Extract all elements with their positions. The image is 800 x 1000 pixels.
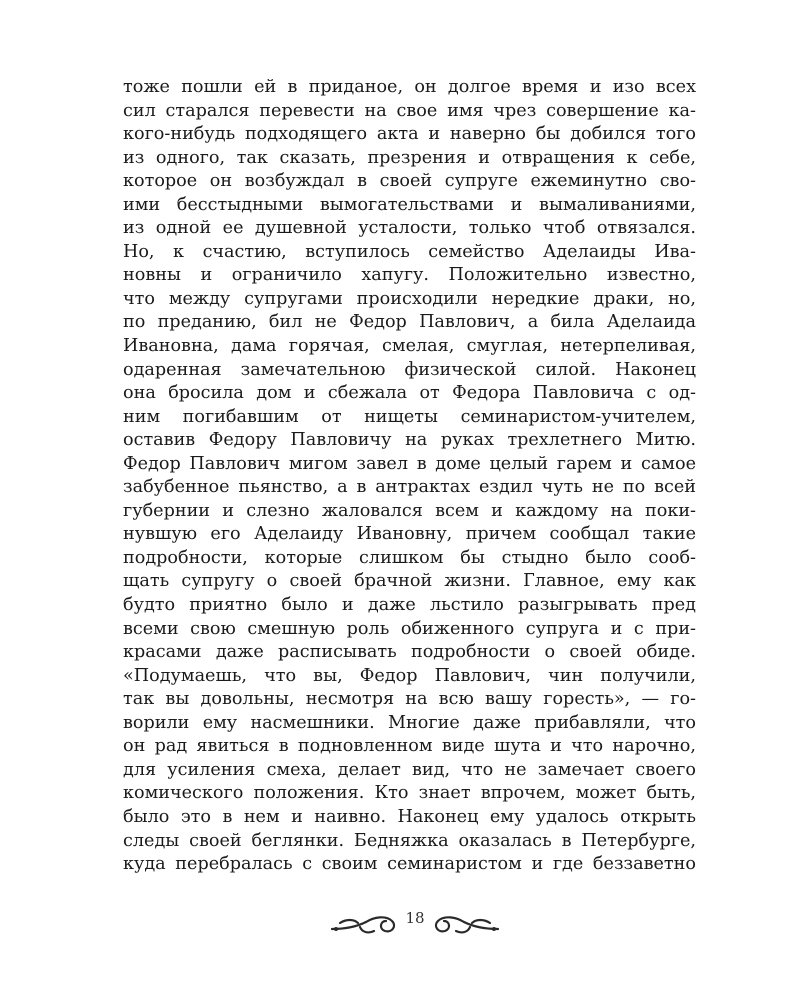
text-line: было это в нем и наивно. Наконец ему удалось открыть: [123, 806, 696, 827]
left-swirl-ornament-icon: [330, 905, 400, 939]
text-line: нувшую его Аделаиду Ивановну, причем сообщал такие: [123, 524, 696, 545]
text-line: следы своей беглянки. Бедняжка оказалась в Петербурге,: [123, 830, 696, 851]
text-line: одаренная замечательною физической силой. Наконец: [123, 359, 696, 380]
text-line: Ивановна, дама горячая, смелая, смуглая, нетерпеливая,: [123, 336, 696, 357]
text-line: Федор Павлович мигом завел в доме целый гарем и самое: [123, 453, 696, 474]
text-line: из одной ее душевной усталости, только чтоб отвязался.: [123, 218, 696, 239]
text-line: оставив Федору Павловичу на руках трехлетнего Митю.: [123, 430, 696, 451]
right-swirl-ornament-icon: [430, 905, 500, 939]
text-line: она бросила дом и сбежала от Федора Павловича с од-: [123, 383, 696, 404]
page-footer: [0, 905, 800, 939]
text-line: по преданию, бил не Федор Павлович, а била Аделаида: [123, 312, 696, 333]
page-number: 18: [405, 909, 425, 927]
text-line: щать супругу о своей брачной жизни. Главное, ему как: [123, 571, 696, 592]
text-line: «Подумаешь, что вы, Федор Павлович, чин получили,: [123, 665, 696, 686]
text-line: новны и ограничило хапугу. Положительно известно,: [123, 265, 696, 286]
text-line: сил старался перевести на свое имя чрез совершение ка-: [123, 100, 696, 121]
text-line: которое он возбуждал в своей супруге ежеминутно сво-: [123, 171, 696, 192]
text-line: что между супругами происходили нередкие драки, но,: [123, 288, 696, 309]
text-line: ими бесстыдными вымогательствами и вымаливаниями,: [123, 194, 696, 215]
text-line: будто приятно было и даже льстило разыгрывать пред: [123, 595, 696, 616]
text-line: ворили ему насмешники. Многие даже прибавляли, что: [123, 712, 696, 733]
text-line: так вы довольны, несмотря на всю вашу горесть», — го-: [123, 689, 696, 710]
text-line: всеми свою смешную роль обиженного супруга и с при-: [123, 618, 696, 639]
text-line: тоже пошли ей в приданое, он долгое время и изо всех: [123, 77, 696, 97]
text-line: из одного, так сказать, презрения и отвращения к себе,: [123, 147, 696, 168]
text-line: кого-нибудь подходящего акта и наверно бы добился того: [123, 124, 696, 145]
text-line: комического положения. Кто знает впрочем, может быть,: [123, 783, 696, 804]
text-line: губернии и слезно жаловался всем и каждому на поки-: [123, 500, 696, 521]
text-line: для усиления смеха, делает вид, что не замечает своего: [123, 759, 696, 780]
text-line: куда перебралась с своим семинаристом и где беззаветно: [123, 854, 696, 875]
text-line: забубенное пьянство, а в антрактах ездил чуть не по всей: [123, 477, 696, 498]
text-line: ним погибавшим от нищеты семинаристом-учителем,: [123, 406, 696, 427]
text-line: Но, к счастию, вступилось семейство Аделаиды Ива-: [123, 241, 696, 262]
text-line: он рад явиться в подновленном виде шута и что нарочно,: [123, 736, 696, 757]
text-line: подробности, которые слишком бы стыдно было сооб-: [123, 547, 696, 568]
body-text: [123, 76, 696, 877]
text-line: красами даже расписывать подробности о своей обиде.: [123, 642, 696, 663]
